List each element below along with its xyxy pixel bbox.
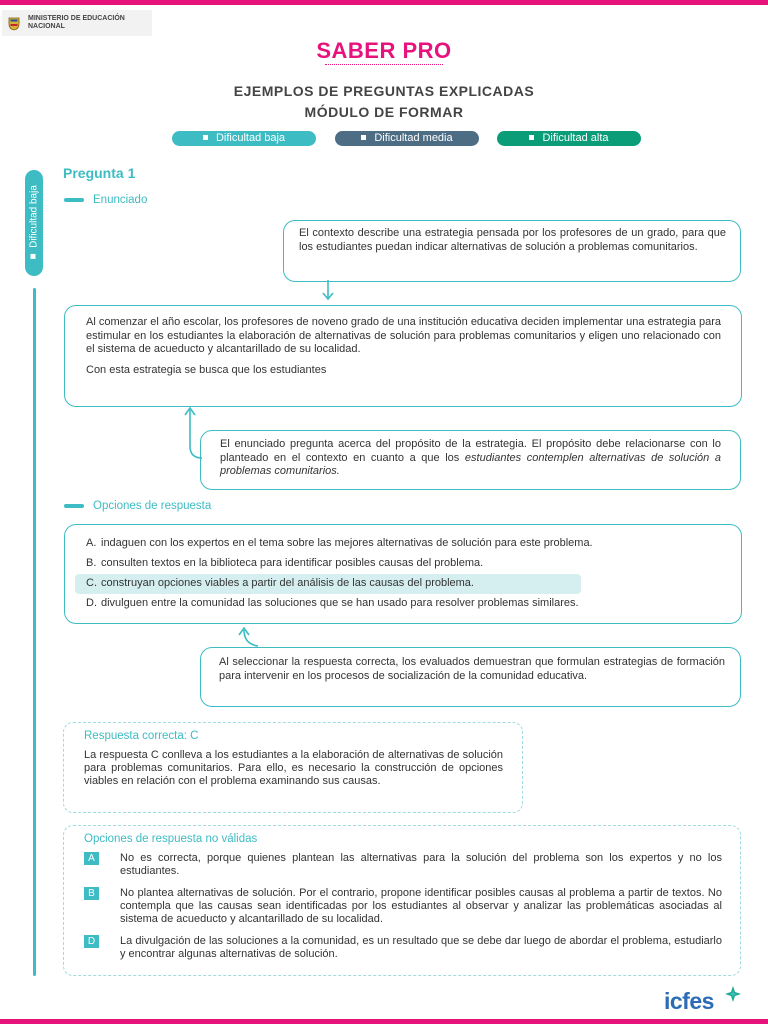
invalid-letter-badge: D: [84, 935, 99, 948]
square-icon: [361, 135, 366, 140]
legend-low-label: Dificultad baja: [215, 132, 286, 144]
statement-note-box: [200, 430, 741, 490]
page-title: SABER PRO: [316, 38, 452, 63]
ministry-name: MINISTERIO DE EDUCACIÓN NACIONAL: [28, 15, 125, 30]
invalid-option-a: [84, 852, 722, 878]
correct-answer-text: La respuesta C conlleva a los estudiantes a la elaboración de alternativas de solución para problemas comunitarios. Para ello, es necesario la construcción de opciones viables en relación con el problema examinando sus causas.: [84, 749, 503, 787]
difficulty-side-label: [29, 185, 40, 259]
legend-high-difficulty: [497, 131, 641, 146]
subtitle-line-2: MÓDULO DE FORMAR: [304, 104, 464, 120]
heading-bar-icon: [64, 504, 84, 508]
invalid-option-text: La divulgación de las soluciones a la comunidad, es un resultado que se debe dar luego de abordar el problema, estudiarlo y encontrar algunas alternativas de solución.: [120, 935, 722, 960]
legend-medium-difficulty: [335, 131, 479, 146]
heading-bar-icon: [64, 198, 84, 202]
option-letter: B.: [86, 557, 97, 570]
enunciado-heading: [64, 194, 147, 206]
invalid-options-heading: Opciones de respuesta no válidas: [84, 833, 258, 845]
invalid-option-text: No es correcta, porque quienes plantean las alternativas para la solución del problema son los expertos y no los estudiantes.: [120, 852, 722, 877]
option-text: construyan opciones viables a partir del análisis de las causas del problema.: [101, 577, 474, 590]
arrow-down-icon: [318, 280, 338, 302]
invalid-letter-badge: B: [84, 887, 99, 900]
legend-high-label: Dificultad alta: [542, 132, 609, 144]
enunciado-heading-text: Enunciado: [93, 194, 148, 206]
statement-note-text: [220, 438, 721, 479]
title-divider: [325, 64, 443, 67]
statement-paragraph-1: Al comenzar el año escolar, los profesores de noveno grado de una institución educativa deciden implementar una estrategia para estimular en los estudiantes la elaboración de alternativas de solución para problemas comunitarios y eligen uno relacionado con el sistema de acueducto y alcantarillado de su localidad.: [86, 316, 721, 355]
invalid-options-box: [63, 825, 741, 976]
options-box: [64, 524, 742, 624]
correct-answer-heading: Respuesta correcta: C: [84, 730, 199, 742]
invalid-letter-badge: A: [84, 852, 99, 865]
page-subtitle: [0, 81, 768, 123]
options-heading: [64, 500, 211, 512]
context-note-text: El contexto describe una estrategia pensada por los profesores de un grado, para que los estudiantes puedan indicar alternativas de solución a problemas comunitarios.: [299, 227, 726, 253]
icfes-logo: icfes: [664, 988, 714, 1014]
option-letter: A.: [86, 537, 97, 550]
invalid-option-d: [84, 935, 722, 961]
bottom-accent-bar: [0, 1019, 768, 1024]
option-letter: D.: [86, 597, 97, 610]
statement-box: [64, 305, 742, 407]
legend-medium-label: Dificultad media: [374, 132, 453, 144]
subtitle-line-1: EJEMPLOS DE PREGUNTAS EXPLICADAS: [233, 83, 535, 99]
options-note-text: Al seleccionar la respuesta correcta, los evaluados demuestran que formulan estrategias de formación para intervenir en los procesos de socialización de la comunidad educativa.: [219, 656, 725, 682]
icfes-star-icon: [724, 985, 742, 1003]
option-c-correct[interactable]: [75, 574, 581, 594]
option-d[interactable]: [75, 594, 731, 614]
square-icon: [31, 254, 36, 259]
square-icon: [529, 135, 534, 140]
option-text: indaguen con los expertos en el tema sobre las mejores alternativas de solución para este problema.: [101, 537, 593, 550]
option-letter: C.: [86, 577, 97, 590]
options-note-box: [200, 647, 741, 707]
coat-of-arms-icon: [6, 15, 22, 31]
side-vertical-line: [33, 288, 36, 976]
statement-note-plain: El enunciado pregunta acerca del propósito de la estrategia. El propósito debe relacionarse con lo planteado en el contexto en cuanto a que los: [220, 438, 721, 464]
top-accent-bar: [0, 0, 768, 5]
context-note-box: [283, 220, 741, 282]
option-a[interactable]: [75, 534, 731, 554]
option-text: consulten textos en la biblioteca para identificar posibles causas del problema.: [101, 557, 484, 570]
difficulty-side-text: Dificultad baja: [28, 185, 40, 248]
question-number: Pregunta 1: [63, 165, 136, 181]
option-text: divulguen entre la comunidad las soluciones que se han usado para resolver problemas similares.: [101, 597, 579, 610]
ministry-logo: [2, 10, 152, 36]
options-heading-text: Opciones de respuesta: [93, 500, 212, 512]
square-icon: [203, 135, 208, 140]
invalid-option-text: No plantea alternativas de solución. Por el contrario, propone identificar posibles causas al problema a partir de textos. No contempla que las causas sean identificadas por los estudiantes al observar y analizar las problemáticas asociadas al sistema de acueducto y alcantarillado de su localidad.: [120, 887, 722, 925]
legend-low-difficulty: [172, 131, 316, 146]
option-b[interactable]: [75, 554, 731, 574]
statement-note-italic: estudiantes contemplen alternativas de solución a problemas comunitarios.: [220, 451, 721, 477]
statement-paragraph-2: Con esta estrategia se busca que los estudiantes: [86, 363, 327, 376]
invalid-option-b: [84, 887, 722, 926]
correct-answer-box: [63, 722, 523, 813]
